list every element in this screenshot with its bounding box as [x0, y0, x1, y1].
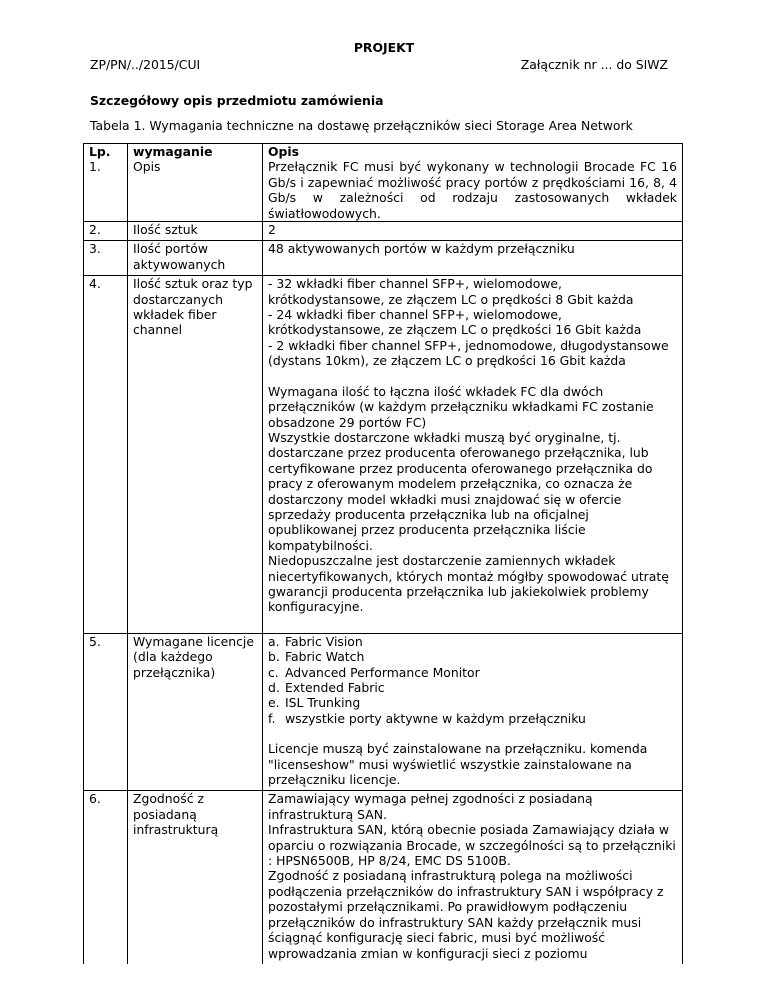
requirement-name: Ilość sztuk oraz typ dostarczanych wkładek fiber channel [128, 276, 263, 634]
license-item: a. Fabric Vision [268, 633, 363, 649]
license-item: f. wszystkie porty aktywne w każdym przełączniku [268, 710, 586, 726]
license-item: b. Fabric Watch [268, 649, 365, 665]
table-caption: Tabela 1. Wymagania techniczne na dostawę przełączników sieci Storage Area Network [90, 118, 633, 133]
row-number: 1. [89, 159, 101, 175]
license-item: d. Extended Fabric [268, 680, 385, 695]
transceiver-item: - 2 wkładki fiber channel SFP+, jednomodowe, długodystansowe (dystans 10km), ze złączem LC o prędkości 16 Gbit każda [268, 337, 669, 369]
row-number: 5. [84, 633, 128, 791]
table-row [84, 241, 683, 276]
requirement-name: Ilość portów aktywowanych [128, 241, 263, 276]
transceiver-item: - 32 wkładki fiber channel SFP+, wielomodowe, krótkodystansowe, ze złączem LC o prędkości 8 Gbit każda [268, 276, 634, 307]
table-row [84, 633, 683, 791]
requirements-table [83, 143, 683, 964]
table-header-row [84, 144, 683, 222]
requirement-name: Ilość sztuk [128, 222, 263, 241]
spacer [268, 726, 677, 741]
requirement-description: Przełącznik FC musi być wykonany w technologii Brocade FC 16 Gb/s i zapewniać możliwość pracy portów z prędkościami 16, 8, 4 Gb/s w zależności od rodzaju zastosowanych wkładek światłowodowych. [268, 159, 677, 221]
page-title: PROJEKT [353, 40, 415, 55]
license-item: c. Advanced Performance Monitor [268, 664, 480, 680]
requirement-name: Opis [133, 159, 161, 175]
table-row [84, 276, 683, 634]
description-paragraph: Zamawiający wymaga pełnej zgodności z posiadaną infrastrukturą SAN. [268, 791, 593, 822]
header-cell-description [263, 144, 683, 222]
header-description-label: Opis [268, 144, 300, 159]
row-number: 4. [84, 276, 128, 634]
section-heading: Szczegółowy opis przedmiotu zamówienia [90, 93, 384, 108]
reference-number: ZP/PN/../2015/CUI [90, 57, 201, 72]
row-number: 2. [84, 222, 128, 241]
requirement-description: 2 [263, 222, 683, 241]
license-list [268, 634, 677, 726]
row-number: 3. [84, 241, 128, 276]
description-paragraph: Infrastruktura SAN, którą obecnie posiada Zamawiający działa w oparciu o rozwiązania Brocade, w szczególności są to przełączniki : HPSN6500B, HP 8/24, EMC DS 5100B. [268, 822, 676, 869]
spacer [268, 369, 677, 384]
header-lp-label: Lp. [89, 144, 111, 159]
transceiver-item: - 24 wkładki fiber channel SFP+, wielomodowe, krótkodystansowe, ze złączem LC o prędkości 16 Gbit każda [268, 307, 642, 338]
description-paragraph: Niedopuszczalne jest dostarczenie zamiennych wkładek niecertyfikowanych, których montaż mógłby spowodować utratę gwarancji producenta przełącznika lub jakiekolwiek problemy konfiguracyjne. [268, 553, 669, 615]
description-paragraph: Wymagana ilość to łączna ilość wkładek FC dla dwóch przełączników (w każdym przełączniku wkładkami FC zostanie obsadzone 29 portów FC) [268, 383, 654, 430]
header-requirement-label: wymaganie [133, 144, 213, 159]
requirement-description [263, 633, 683, 791]
table-row [84, 222, 683, 241]
license-item: e. ISL Trunking [268, 695, 361, 711]
requirement-description [263, 276, 683, 634]
requirement-description: 48 aktywowanych portów w każdym przełączniku [263, 241, 683, 276]
header-cell-lp [84, 144, 128, 222]
header-cell-requirement [128, 144, 263, 222]
requirement-name: Wymagane licencje (dla każdego przełącznika) [128, 633, 263, 791]
row-number: 6. [84, 791, 128, 964]
attachment-label: Załącznik nr ... do SIWZ [520, 57, 668, 72]
requirement-description [263, 791, 683, 964]
spacer [268, 615, 677, 630]
requirement-name: Zgodność z posiadaną infrastrukturą [128, 791, 263, 964]
description-paragraph: Wszystkie dostarczone wkładki muszą być oryginalne, tj. dostarczane przez producenta oferowanego przełącznika, lub certyfikowane przez producenta oferowanego przełącznika do pracy z oferowanym modelem przełącznika, co oznacza że dostarczony model wkładki musi znajdować się w ofercie sprzedaży producenta przełącznika lub na oficjalnej opublikowanej przez producenta przełącznika liście kompatybilności. [268, 429, 653, 553]
description-paragraph: Zgodność z posiadaną infrastrukturą polega na możliwości podłączenia przełączników do infrastruktury SAN i współpracy z pozostałymi przełącznikami. Po prawidłowym podłączeniu przełączników do infrastruktury SAN każdy przełącznik musi ściągnąć konfigurację sieci fabric, musi być możliwość wprowadzania zmian w konfiguracji sieci z poziomu [268, 868, 664, 961]
license-note: Licencje muszą być zainstalowane na przełączniku. komenda "licenseshow" musi wyświetlić wszystkie zainstalowane na przełączniku licencje. [268, 741, 648, 788]
table-row [84, 791, 683, 964]
